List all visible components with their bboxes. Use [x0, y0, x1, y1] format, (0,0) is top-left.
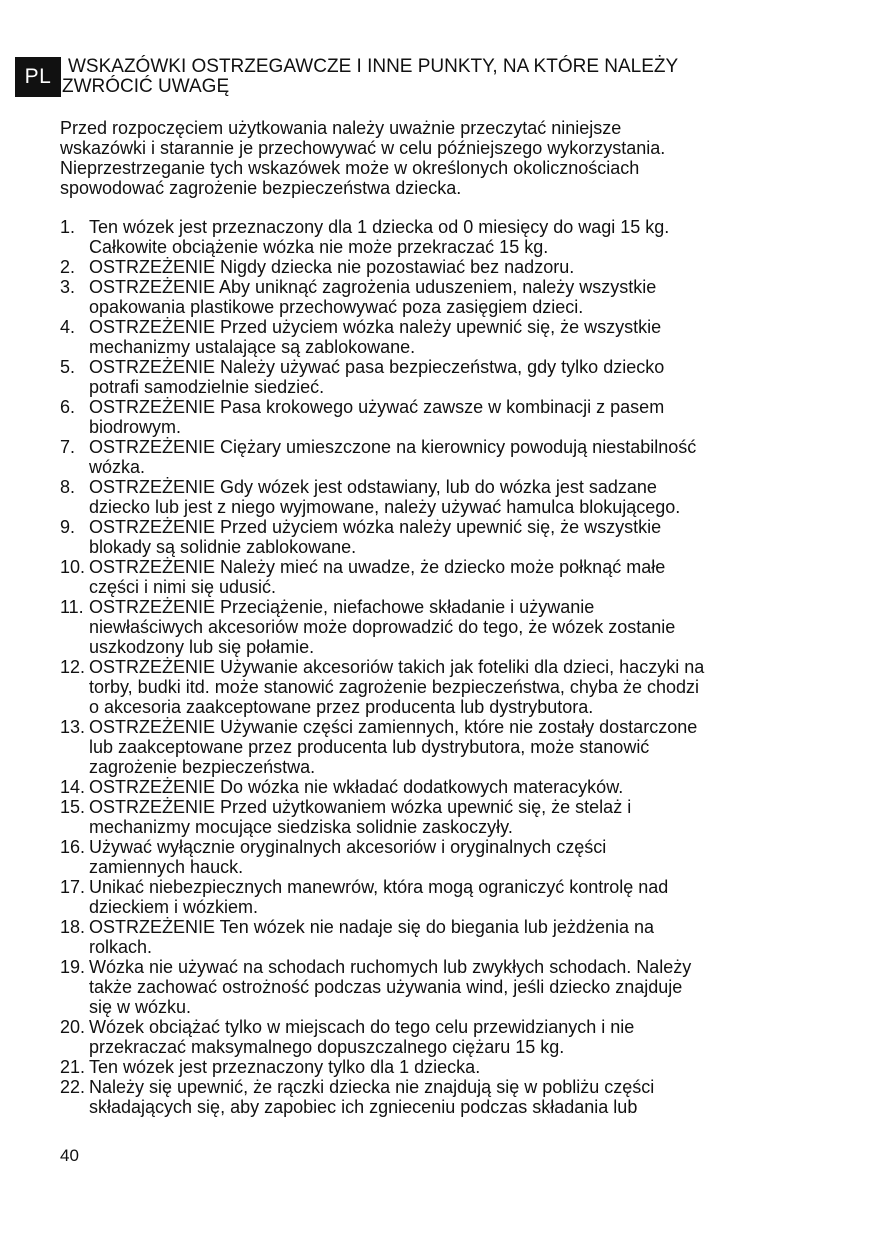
warning-number: 2. [60, 257, 76, 277]
warning-text-line: OSTRZEŻENIE Przed użyciem wózka należy upewnić się, że wszystkie [89, 317, 662, 337]
warning-text-line: części i nimi się udusić. [89, 577, 277, 597]
intro-line: Przed rozpoczęciem użytkowania należy uważnie przeczytać niniejsze [60, 118, 622, 138]
warning-number: 8. [60, 477, 76, 497]
warning-text-line: dzieckiem i wózkiem. [89, 897, 259, 917]
warning-text-line: Wózka nie używać na schodach ruchomych lub zwykłych schodach. Należy [89, 957, 692, 977]
warning-text-line: OSTRZEŻENIE Ten wózek nie nadaje się do biegania lub jeżdżenia na [89, 917, 654, 937]
warning-number: 9. [60, 517, 76, 537]
warning-text-line: OSTRZEŻENIE Nigdy dziecka nie pozostawiać bez nadzoru. [89, 257, 575, 277]
warning-text-line: OSTRZEŻENIE Należy używać pasa bezpieczeństwa, gdy tylko dziecko [89, 357, 665, 377]
warning-text-line: Wózek obciążać tylko w miejscach do tego celu przewidzianych i nie [89, 1017, 635, 1037]
warning-text-line: OSTRZEŻENIE Gdy wózek jest odstawiany, lub do wózka jest sadzane [89, 477, 657, 497]
warning-text-line: OSTRZEŻENIE Ciężary umieszczone na kierownicy powodują niestabilność [89, 437, 697, 457]
warning-item [60, 597, 775, 657]
warning-number: 13. [60, 717, 86, 737]
warning-text-line: OSTRZEŻENIE Przed użytkowaniem wózka upewnić się, że stelaż i [89, 797, 632, 817]
warning-number: 11. [60, 597, 84, 617]
warning-text-line: niewłaściwych akcesoriów może doprowadzić do tego, że wózek zostanie [89, 617, 676, 637]
warning-item [60, 257, 775, 277]
warning-item [60, 1077, 775, 1117]
warning-number: 19. [60, 957, 86, 977]
warning-text-line: Należy się upewnić, że rączki dziecka nie znajdują się w pobliżu części [89, 1077, 655, 1097]
warning-number: 15. [60, 797, 86, 817]
warning-text-line: Ten wózek jest przeznaczony dla 1 dziecka od 0 miesięcy do wagi 15 kg. [89, 217, 670, 237]
warning-item [60, 657, 775, 717]
warning-number: 6. [60, 397, 76, 417]
warning-item [60, 877, 775, 917]
warning-item [60, 837, 775, 877]
warning-item [60, 777, 775, 797]
warning-number: 21. [60, 1057, 86, 1077]
intro-paragraph [60, 118, 780, 198]
warning-item [60, 277, 775, 317]
warning-item [60, 797, 775, 837]
warning-text-line: OSTRZEŻENIE Przed użyciem wózka należy upewnić się, że wszystkie [89, 517, 662, 537]
warning-text-line: opakowania plastikowe przechowywać poza zasięgiem dzieci. [89, 297, 584, 317]
warning-item [60, 957, 775, 1017]
warning-number: 12. [60, 657, 86, 677]
warning-text-line: wózka. [89, 457, 146, 477]
warning-text-line: potrafi samodzielnie siedzieć. [89, 377, 325, 397]
warning-item [60, 217, 775, 257]
warning-text-line: się w wózku. [89, 997, 192, 1017]
intro-line: spowodować zagrożenie bezpieczeństwa dziecka. [60, 178, 462, 198]
page-title-line-1: WSKAZÓWKI OSTRZEGAWCZE I INNE PUNKTY, NA KTÓRE NALEŻY [68, 56, 679, 77]
intro-line: wskazówki i starannie je przechowywać w celu późniejszego wykorzystania. [60, 138, 666, 158]
warning-number: 17. [60, 877, 86, 897]
warning-number: 18. [60, 917, 86, 937]
warning-number: 22. [60, 1077, 86, 1097]
warning-text-line: składających się, aby zapobiec ich zgnieceniu podczas składania lub [89, 1097, 638, 1117]
warning-item [60, 517, 775, 557]
warning-text-line: OSTRZEŻENIE Przeciążenie, niefachowe składanie i używanie [89, 597, 595, 617]
page-title-line-2: ZWRÓCIĆ UWAGĘ [62, 76, 230, 97]
warning-item [60, 477, 775, 517]
warning-text-line: biodrowym. [89, 417, 182, 437]
warning-text-line: Unikać niebezpiecznych manewrów, która mogą ograniczyć kontrolę nad [89, 877, 669, 897]
warning-text-line: OSTRZEŻENIE Do wózka nie wkładać dodatkowych materacyków. [89, 777, 624, 797]
warning-text-line: OSTRZEŻENIE Pasa krokowego używać zawsze w kombinacji z pasem [89, 397, 665, 417]
warning-text-line: o akcesoria zaakceptowane przez producenta lub dystrybutora. [89, 697, 594, 717]
page-title [62, 57, 782, 97]
warning-item [60, 437, 775, 477]
warning-text-line: OSTRZEŻENIE Aby uniknąć zagrożenia uduszeniem, należy wszystkie [89, 277, 657, 297]
warning-text-line: OSTRZEŻENIE Należy mieć na uwadze, że dziecko może połknąć małe [89, 557, 666, 577]
page-number: 40 [60, 1146, 79, 1165]
warning-text-line: Ten wózek jest przeznaczony tylko dla 1 dziecka. [89, 1057, 481, 1077]
warning-text-line: dziecko lub jest z niego wyjmowane, należy używać hamulca blokującego. [89, 497, 681, 517]
warning-text-line: lub zaakceptowane przez producenta lub dystrybutora, może stanowić [89, 737, 650, 757]
warning-number: 7. [60, 437, 76, 457]
warning-text-line: rolkach. [89, 937, 153, 957]
warning-text-line: zamiennych hauck. [89, 857, 244, 877]
warning-number: 3. [60, 277, 76, 297]
warning-text-line: uszkodzony lub się połamie. [89, 637, 315, 657]
warning-number: 5. [60, 357, 76, 377]
warning-text-line: przekraczać maksymalnego dopuszczalnego ciężaru 15 kg. [89, 1037, 565, 1057]
warning-item [60, 557, 775, 597]
language-badge: PL [15, 57, 61, 97]
intro-line: Nieprzestrzeganie tych wskazówek może w określonych okolicznościach [60, 158, 640, 178]
warning-item [60, 717, 775, 777]
warning-text-line: także zachować ostrożność podczas używania wind, jeśli dziecko znajduje [89, 977, 683, 997]
warning-text-line: Używać wyłącznie oryginalnych akcesoriów i oryginalnych części [89, 837, 607, 857]
warning-number: 1. [60, 217, 76, 237]
warning-number: 4. [60, 317, 76, 337]
warning-text-line: Całkowite obciążenie wózka nie może przekraczać 15 kg. [89, 237, 549, 257]
warnings-list [60, 217, 775, 1117]
warning-item [60, 397, 775, 437]
warning-text-line: torby, budki itd. może stanowić zagrożenie bezpieczeństwa, chyba że chodzi [89, 677, 699, 697]
warning-item [60, 357, 775, 397]
warning-item [60, 317, 775, 357]
warning-number: 10. [60, 557, 86, 577]
warning-number: 14. [60, 777, 86, 797]
warning-number: 16. [60, 837, 86, 857]
warning-number: 20. [60, 1017, 86, 1037]
warning-text-line: blokady są solidnie zablokowane. [89, 537, 357, 557]
warning-text-line: OSTRZEŻENIE Używanie akcesoriów takich jak foteliki dla dzieci, haczyki na [89, 657, 705, 677]
warning-text-line: mechanizmy mocujące siedziska solidnie zaskoczyły. [89, 817, 513, 837]
warning-text-line: zagrożenie bezpieczeństwa. [89, 757, 316, 777]
warning-item [60, 917, 775, 957]
warning-text-line: mechanizmy ustalające są zablokowane. [89, 337, 416, 357]
warning-item [60, 1057, 775, 1077]
warning-item [60, 1017, 775, 1057]
warning-text-line: OSTRZEŻENIE Używanie części zamiennych, które nie zostały dostarczone [89, 717, 698, 737]
